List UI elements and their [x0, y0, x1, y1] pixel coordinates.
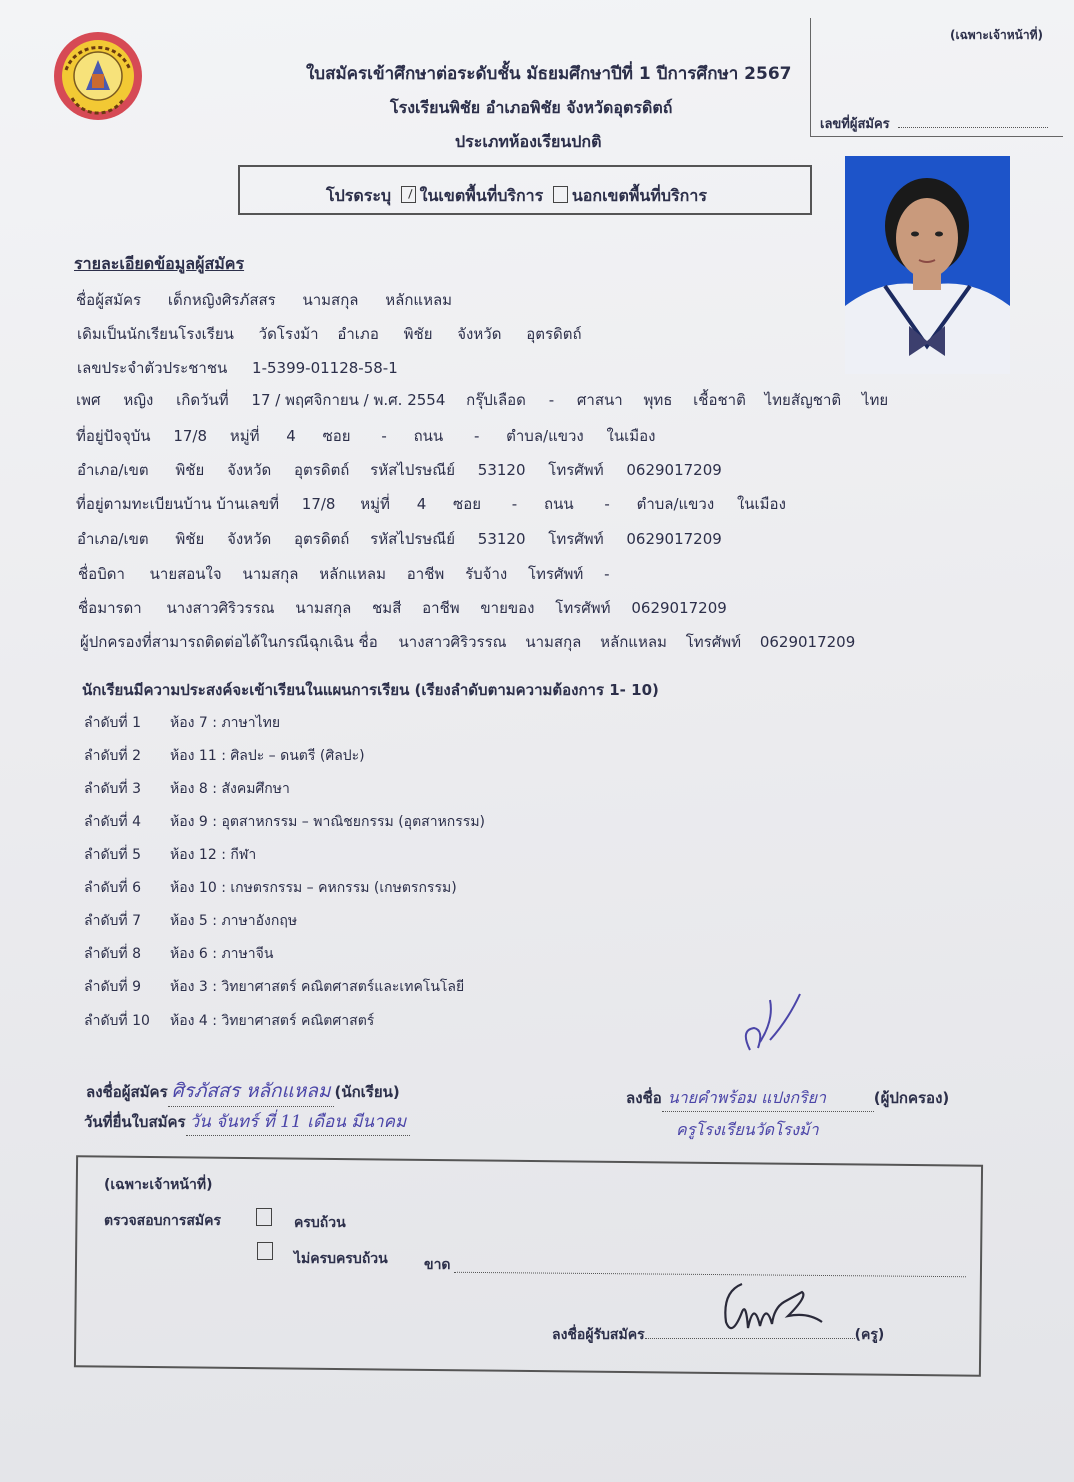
pref-room: ห้อง 5 : ภาษาอังกฤษ — [170, 913, 298, 929]
preference-item — [84, 910, 297, 932]
applicant-signature: ศิรภัสสร หลักแหลม — [168, 1076, 335, 1107]
pref-rank: ลำดับที่ 5 — [84, 847, 142, 863]
current-road-label: ถนน — [413, 427, 444, 445]
current-province-label: จังหวัด — [227, 461, 272, 479]
current-subdistrict: ในเมือง — [606, 427, 656, 445]
registered-house-no: 17/8 — [301, 495, 336, 513]
pref-rank: ลำดับที่ 8 — [84, 946, 142, 962]
current-soi: - — [381, 427, 387, 445]
mother-row — [78, 596, 727, 620]
registered-soi: - — [511, 495, 518, 513]
sex: หญิง — [123, 391, 154, 409]
father-job-label: อาชีพ — [406, 565, 445, 583]
current-postcode-label: รหัสไปรษณีย์ — [370, 461, 455, 479]
applicant-sign-label: ลงชื่อผู้สมัคร — [86, 1083, 168, 1101]
registered-district-label: อำเภอ/เขต — [77, 530, 149, 548]
father-phone: - — [604, 565, 610, 583]
preference-item — [84, 943, 273, 965]
preference-item — [84, 745, 365, 767]
pref-rank: ลำดับที่ 6 — [84, 880, 142, 896]
applicant-no-line — [898, 127, 1048, 128]
father-job: รับจ้าง — [465, 565, 508, 583]
applicant-section-title: รายละเอียดข้อมูลผู้สมัคร — [74, 254, 245, 273]
ethnicity: ไทย — [764, 391, 791, 409]
id-number: 1-5399-01128-58-1 — [252, 359, 398, 377]
pref-room: ห้อง 4 : วิทยาศาสตร์ คณิตศาสตร์ — [170, 1013, 375, 1029]
preference-item — [84, 844, 256, 866]
surname-label: นามสกุล — [302, 291, 359, 309]
blood-label: กรุ๊ปเลือด — [466, 391, 526, 409]
religion-label: ศาสนา — [576, 391, 623, 409]
current-district-label: อำเภอ/เขต — [77, 461, 149, 479]
zone-prompt — [326, 184, 707, 209]
pref-rank: ลำดับที่ 7 — [84, 913, 142, 929]
current-phone-label: โทรศัพท์ — [548, 461, 604, 479]
staff-only-label: (เฉพาะเจ้าหน้าที่) — [950, 28, 1043, 42]
current-phone: 0629017209 — [626, 461, 722, 479]
prev-school-row — [77, 322, 582, 346]
guardian-signature: นายคำพร้อม แปงกริยา — [662, 1086, 874, 1112]
pref-rank: ลำดับที่ 10 — [84, 1013, 150, 1029]
mother-name: นางสาวศิริวรรณ — [166, 599, 275, 617]
registered-phone-label: โทรศัพท์ — [548, 530, 604, 548]
registered-road-label: ถนน — [544, 495, 574, 513]
current-road: - — [473, 427, 480, 445]
prev-school: วัดโรงม้า — [258, 325, 319, 343]
date-row — [84, 1108, 410, 1136]
pref-rank: ลำดับที่ 1 — [84, 715, 142, 731]
prev-district-label: อำเภอ — [337, 325, 379, 343]
pref-room: ห้อง 8 : สังคมศึกษา — [170, 781, 290, 797]
complete-label: ครบถ้วน — [294, 1215, 346, 1231]
nationality-label: สัญชาติ — [790, 391, 842, 409]
pref-room: ห้อง 3 : วิทยาศาสตร์ คณิตศาสตร์และเทคโนโลยี — [170, 979, 465, 995]
form-title: ใบสมัครเข้าศึกษาต่อระดับชั้น มัธยมศึกษาปีที่ 1 ปีการศึกษา 2567 — [306, 64, 792, 84]
id-label: เลขประจำตัวประชาชน — [77, 359, 228, 377]
receiver-label: ลงชื่อผู้รับสมัคร — [552, 1327, 645, 1343]
nationality: ไทย — [861, 391, 889, 409]
guardian-role: (ผู้ปกครอง) — [873, 1089, 950, 1107]
applicant-role: (นักเรียน) — [334, 1083, 400, 1101]
incomplete-checkbox[interactable] — [257, 1242, 273, 1260]
guardian-scribble — [730, 990, 810, 1060]
registered-postcode-label: รหัสไปรษณีย์ — [370, 530, 455, 548]
in-zone-checkbox[interactable] — [401, 186, 416, 203]
school-seal — [52, 30, 144, 122]
pref-room: ห้อง 6 : ภาษาจีน — [170, 946, 274, 962]
mother-phone-label: โทรศัพท์ — [555, 599, 611, 617]
current-address-row-1 — [76, 424, 655, 448]
registered-district: พิชัย — [175, 530, 205, 548]
class-type: ประเภทห้องเรียนปกติ — [455, 132, 602, 151]
registered-postcode: 53120 — [477, 530, 526, 548]
father-row — [78, 562, 610, 586]
out-zone-label: นอกเขตพื้นที่บริการ — [571, 186, 707, 205]
dob: 17 / พฤศจิกายน / พ.ศ. 2554 — [251, 391, 446, 409]
ethnicity-label: เชื้อชาติ — [693, 391, 746, 409]
receiver-role: (ครู) — [854, 1327, 885, 1343]
registered-phone: 0629017209 — [626, 530, 722, 548]
current-address-row-2 — [77, 458, 722, 482]
current-province: อุตรดิตถ์ — [294, 461, 350, 479]
applicant-no-label: เลขที่ผู้สมัคร — [820, 117, 890, 132]
personal-row — [76, 388, 888, 412]
applicant-surname: หลักแหลม — [385, 291, 453, 309]
mother-job-label: อาชีพ — [422, 599, 460, 617]
dob-label: เกิดวันที่ — [176, 391, 229, 409]
current-moo: 4 — [286, 427, 296, 445]
registered-moo: 4 — [416, 495, 427, 513]
current-soi-label: ซอย — [322, 427, 351, 445]
preference-item — [84, 877, 457, 899]
guardian-sign-row — [626, 1086, 949, 1112]
guardian-label: ผู้ปกครองที่สามารถติดต่อได้ในกรณีฉุกเฉิน ชื่อ — [80, 633, 378, 651]
registered-address-row-1 — [76, 492, 786, 516]
preference-item — [84, 1010, 374, 1032]
registered-address-label: ที่อยู่ตามทะเบียนบ้าน บ้านเลขที่ — [76, 495, 279, 513]
pref-room: ห้อง 9 : อุตสาหกรรม – พาณิชยกรรม (อุตสาหกรรม) — [170, 814, 486, 830]
applicant-photo — [845, 156, 1010, 374]
preference-item — [84, 712, 280, 734]
guardian-note: ครูโรงเรียนวัดโรงม้า — [676, 1120, 819, 1139]
complete-checkbox[interactable] — [256, 1208, 272, 1226]
pref-room: ห้อง 7 : ภาษาไทย — [170, 715, 281, 731]
school-line: โรงเรียนพิชัย อำเภอพิชัย จังหวัดอุตรดิตถ์ — [390, 98, 673, 117]
registered-province-label: จังหวัด — [227, 530, 272, 548]
guardian-surname: หลักแหลม — [600, 633, 667, 651]
pref-room: ห้อง 11 : ศิลปะ – ดนตรี (ศิลปะ) — [170, 748, 365, 764]
pref-room: ห้อง 10 : เกษตรกรรม – คหกรรม (เกษตรกรรม) — [170, 880, 457, 896]
registered-province: อุตรดิตถ์ — [294, 530, 350, 548]
current-postcode: 53120 — [477, 461, 526, 479]
father-name: นายสอนใจ — [149, 565, 222, 583]
date-value: วัน จันทร์ ที่ 11 เดือน มีนาคม — [186, 1108, 411, 1136]
out-zone-checkbox[interactable] — [553, 186, 568, 203]
incomplete-label: ไม่ครบครบถ้วน — [294, 1251, 388, 1267]
guardian-phone-label: โทรศัพท์ — [685, 633, 742, 651]
receiver-line — [645, 1326, 855, 1339]
father-label: ชื่อบิดา — [78, 565, 125, 583]
name-row — [76, 288, 452, 312]
applicant-name: เด็กหญิงศิรภัสสร — [167, 291, 276, 309]
mother-phone: 0629017209 — [631, 599, 727, 617]
receiver-row — [552, 1324, 884, 1346]
prev-school-label: เดิมเป็นนักเรียนโรงเรียน — [77, 325, 234, 343]
name-label: ชื่อผู้สมัคร — [76, 291, 142, 309]
mother-label: ชื่อมารดา — [78, 599, 142, 617]
blood: - — [548, 391, 555, 409]
registered-address-row-2 — [77, 527, 722, 551]
preference-item — [84, 976, 464, 998]
prev-province: อุตรดิตถ์ — [526, 325, 582, 343]
date-label: วันที่ยื่นใบสมัคร — [84, 1113, 186, 1131]
guardian-row — [80, 630, 855, 654]
in-zone-label: ในเขตพื้นที่บริการ — [419, 186, 544, 205]
father-phone-label: โทรศัพท์ — [527, 565, 584, 583]
current-house-no: 17/8 — [173, 427, 208, 445]
check-label: ตรวจสอบการสมัคร — [104, 1213, 222, 1229]
current-address-label: ที่อยู่ปัจจุบัน — [76, 427, 151, 445]
current-moo-label: หมู่ที่ — [229, 427, 260, 445]
preference-item — [84, 778, 290, 800]
mother-surname-label: นามสกุล — [295, 599, 352, 617]
guardian-name: นางสาวศิริวรรณ — [398, 633, 507, 651]
father-surname: หลักแหลม — [319, 565, 387, 583]
pref-rank: ลำดับที่ 3 — [84, 781, 142, 797]
applicant-sign-row — [86, 1076, 400, 1107]
father-surname-label: นามสกุล — [242, 565, 299, 583]
id-row — [77, 356, 398, 380]
pref-rank: ลำดับที่ 2 — [84, 748, 142, 764]
registered-road: - — [604, 495, 610, 513]
mother-surname: ชมสี — [372, 599, 402, 617]
registered-subdistrict-label: ตำบล/แขวง — [636, 495, 715, 513]
guardian-sign-label: ลงชื่อ — [626, 1089, 662, 1107]
guardian-surname-label: นามสกุล — [525, 633, 582, 651]
guardian-phone: 0629017209 — [759, 633, 856, 651]
registered-subdistrict: ในเมือง — [736, 495, 786, 513]
current-district: พิชัย — [175, 461, 205, 479]
preference-item — [84, 811, 485, 833]
registered-moo-label: หมู่ที่ — [360, 495, 390, 513]
pref-rank: ลำดับที่ 9 — [84, 979, 142, 995]
mother-job: ขายของ — [480, 599, 535, 617]
prev-district: พิชัย — [403, 325, 433, 343]
pref-room: ห้อง 12 : กีฬา — [170, 847, 257, 863]
religion: พุทธ — [643, 391, 673, 409]
zone-prompt-label: โปรดระบุ — [326, 186, 392, 205]
missing-label: ขาด — [424, 1257, 451, 1273]
preferences-title: นักเรียนมีความประสงค์จะเข้าเรียนในแผนการเรียน (เรียงลำดับตามความต้องการ 1- 10) — [82, 681, 659, 699]
pref-rank: ลำดับที่ 4 — [84, 814, 142, 830]
staff-section-title: (เฉพาะเจ้าหน้าที่) — [104, 1177, 213, 1193]
prev-province-label: จังหวัด — [457, 325, 502, 343]
current-subdistrict-label: ตำบล/แขวง — [506, 427, 584, 445]
sex-label: เพศ — [76, 391, 101, 409]
registered-soi-label: ซอย — [453, 495, 482, 513]
